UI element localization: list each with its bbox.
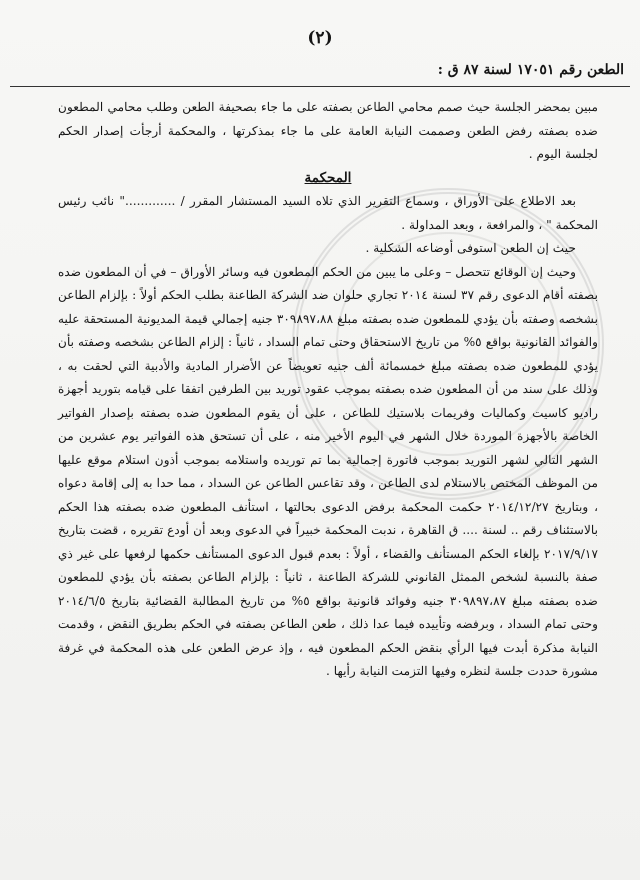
header-divider — [10, 86, 630, 87]
paragraph-facts: وحيث إن الوقائع تتحصل – وعلى ما يبين من الحكم المطعون فيه وسائر الأوراق – في أن المطعون ضده بصفته أقام الدعوى رقم ٣٧ لسنة ٢٠١٤ تجاري حلوان ضد الشركة الطاعنة بطلب الحكم أولاً : بإلزام الطاعن بشخصه وصفته بأن يؤدي للمطعون ضده بصفته مبلغ ٣٠٩٨٩٧،٨٨ جنيه إجمالي قيمة المديونية المستحقة عليه والفوائد القانونية بواقع ٥% من تاريخ الاستحقاق وحتى تمام السداد ، ثانياً : إلزام الطاعن بشخصه وصفته بأن يؤدي للمطعون ضده بصفته مبلغ خمسمائة ألف جنيه تعويضاً عن الأضرار المادية والأدبية التي لحقت به ، وذلك على سند من أن المطعون ضده بصفته بموجب عقود توريد بين الطرفين اتفقا على قيامه بتوريد أجهزة راديو كاسيت وكماليات وفريمات بلاستيك للطاعن ، على أن يقوم المطعون ضده بصفته بإصدار الفواتير الخاصة بالأجهزة الموردة خلال الشهر في اليوم الأخير منه ، على أن تستحق هذه الفواتير يوم عشرين من الشهر التالي لشهر التوريد بموجب فاتورة إجمالية بما تم توريده واستلامه بموجب أذون استلام موقع عليها من الموظف المختص بالاستلام لدى الطاعن ، وقد تقاعس الطاعن عن السداد ، مما حدا به إلى إقامة دعواه ، وبتاريخ ٢٠١٤/١٢/٢٧ حكمت المحكمة برفض الدعوى بحالتها ، استأنف المطعون ضده بصفته هذا الحكم بالاستئناف رقم .. لسنة .... ق القاهرة ، ندبت المحكمة خبيراً في الدعوى وبعد أن أودع تقريره ، قضت بتاريخ ٢٠١٧/٩/١٧ بإلغاء الحكم المستأنف والقضاء ، أولاً : بعدم قبول الدعوى المستأنف حكمها لرفعها على غير ذي صفة بالنسبة لشخص الممثل القانوني للشركة الطاعنة ، ثانياً : بإلزام الطاعن بصفته بأن يؤدي للمطعون ضده بصفته مبلغ ٣٠٩٨٩٧،٨٧ جنيه وفوائد قانونية بواقع ٥% من تاريخ المطالبة القضائية بتاريخ ٢٠١٤/٦/٥ وحتى تمام السداد ، وبرفضه وتأييده فيما عدا ذلك ، طعن الطاعن بصفته في الحكم بطريق النقض ، وقدمت النيابة مذكرة أبدت فيها الرأي بنقض الحكم المطعون فيه ، وإذ عرض الطعن على هذه المحكمة في غرفة مشورة حددت جلسة لنظره وفيها التزمت النيابة رأيها . — [58, 264, 599, 678]
paragraph-session: مبين بمحضر الجلسة حيث صمم محامي الطاعن بصفته على ما جاء بصحيفة الطعن وطلب محامي المطعون ضده بصفته رفض الطعن وصممت النيابة العامة على ما جاء بمذكرتها ، والمحكمة أرجأت إصدار الحكم لجلسة اليوم . — [58, 100, 598, 161]
paragraph-review: بعد الاطلاع على الأوراق ، وسماع التقرير الذي تلاه السيد المستشار المقرر / ............." نائب رئيس المحكمة " ، والمرافعة ، وبعد المداولة . — [58, 194, 598, 232]
section-heading-court: المحكمة — [304, 169, 352, 186]
appeal-header: الطعن رقم ١٧٠٥١ لسنة ٨٧ ق : — [437, 62, 624, 78]
document-body — [58, 96, 598, 684]
page-number: (٢) — [307, 28, 333, 48]
paragraph-formalities: حيث إن الطعن استوفى أوضاعه الشكلية . — [365, 241, 576, 255]
